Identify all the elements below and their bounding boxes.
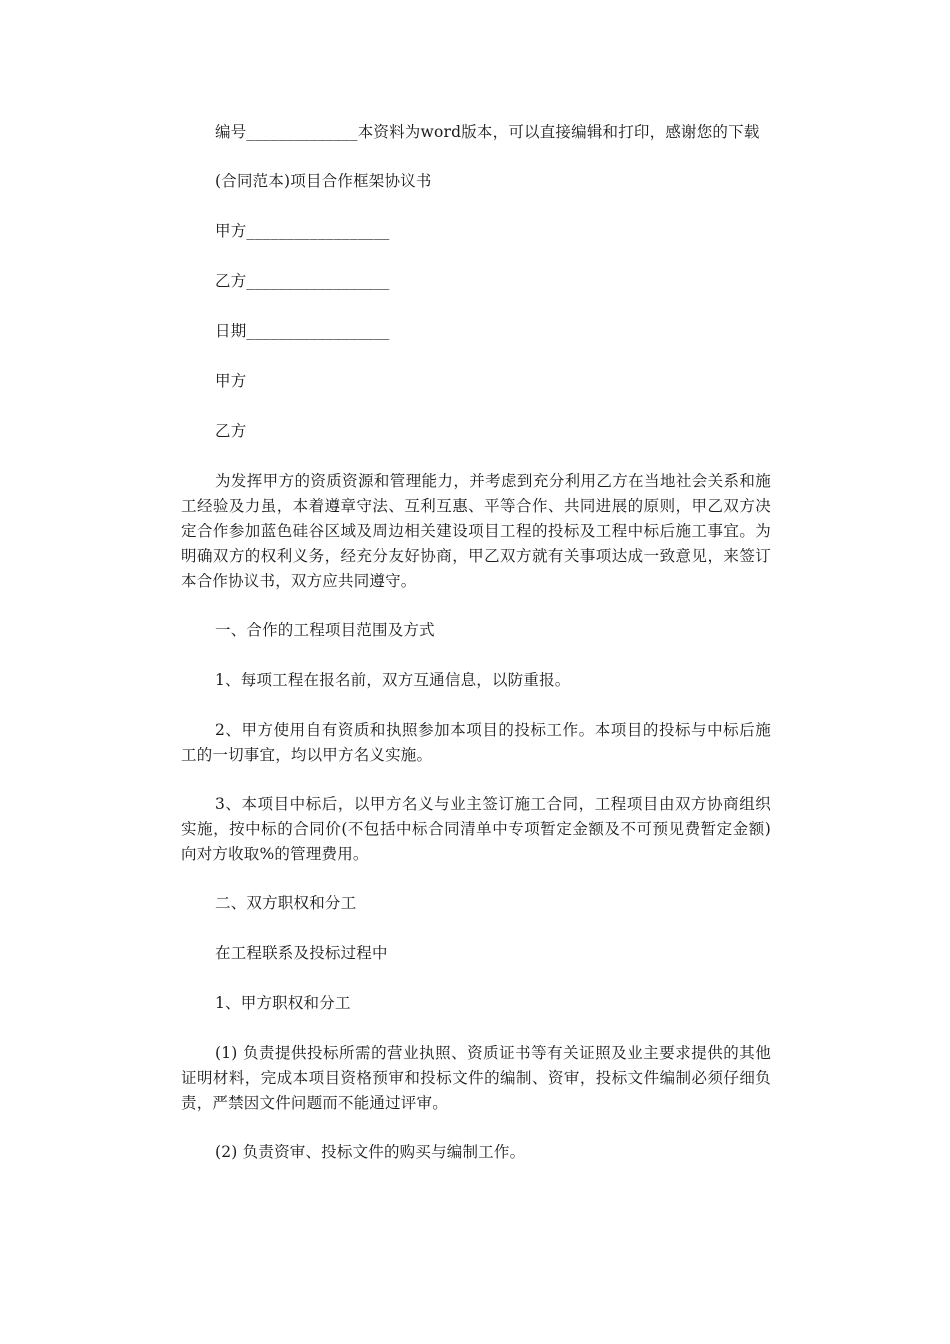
- section-heading-2: 二、双方职权和分工: [215, 894, 357, 912]
- header-line: 编号______________本资料为word版本，可以直接编辑和打印，感谢您的下载: [215, 123, 760, 141]
- duty-item-2: (2) 负责资审、投标文件的购买与编制工作。: [215, 1143, 526, 1161]
- party-a-field: 甲方__________________: [215, 222, 390, 240]
- party-b-label: 乙方: [215, 422, 247, 440]
- party-a-label: 甲方: [215, 372, 247, 390]
- document-body: [181, 120, 771, 1189]
- clause-1-2: 2、甲方使用自有资质和执照参加本项目的投标工作。本项目的投标与中标后施工的一切事宜，均以甲方名义实施。: [181, 721, 771, 764]
- preamble-paragraph: 为发挥甲方的资质资源和管理能力，并考虑到充分利用乙方在当地社会关系和施工经验及力虽，本着遵章守法、互利互惠、平等合作、共同进展的原则，甲乙双方决定合作参加蓝色硅谷区域及周边相关建设项目工程的投标及工程中标后施工事宜。为明确双方的权利义务，经充分友好协商，甲乙双方就有关事项达成一致意见，来签订本合作协议书，双方应共同遵守。: [181, 472, 771, 590]
- clause-1-1: 1、每项工程在报名前，双方互通信息，以防重报。: [215, 671, 571, 689]
- duty-item-1: (1) 负责提供投标所需的营业执照、资质证书等有关证照及业主要求提供的其他证明材料，完成本项目资格预审和投标文件的编制、资审，投标文件编制必须仔细负责，严禁因文件问题而不能通过评审。: [181, 1044, 771, 1112]
- party-b-field: 乙方__________________: [215, 272, 390, 290]
- date-field: 日期__________________: [215, 322, 390, 340]
- clause-1-3: 3、本项目中标后，以甲方名义与业主签订施工合同，工程项目由双方协商组织实施，按中标的合同价(不包括中标合同清单中专项暂定金额及不可预见费暂定金额)向对方收取%的管理费用。: [181, 795, 771, 863]
- subheading-party-a-duties: 1、甲方职权和分工: [215, 994, 351, 1012]
- subsection-intro: 在工程联系及投标过程中: [215, 944, 388, 962]
- document-title: (合同范本)项目合作框架协议书: [215, 172, 432, 190]
- section-heading-1: 一、合作的工程项目范围及方式: [215, 621, 435, 639]
